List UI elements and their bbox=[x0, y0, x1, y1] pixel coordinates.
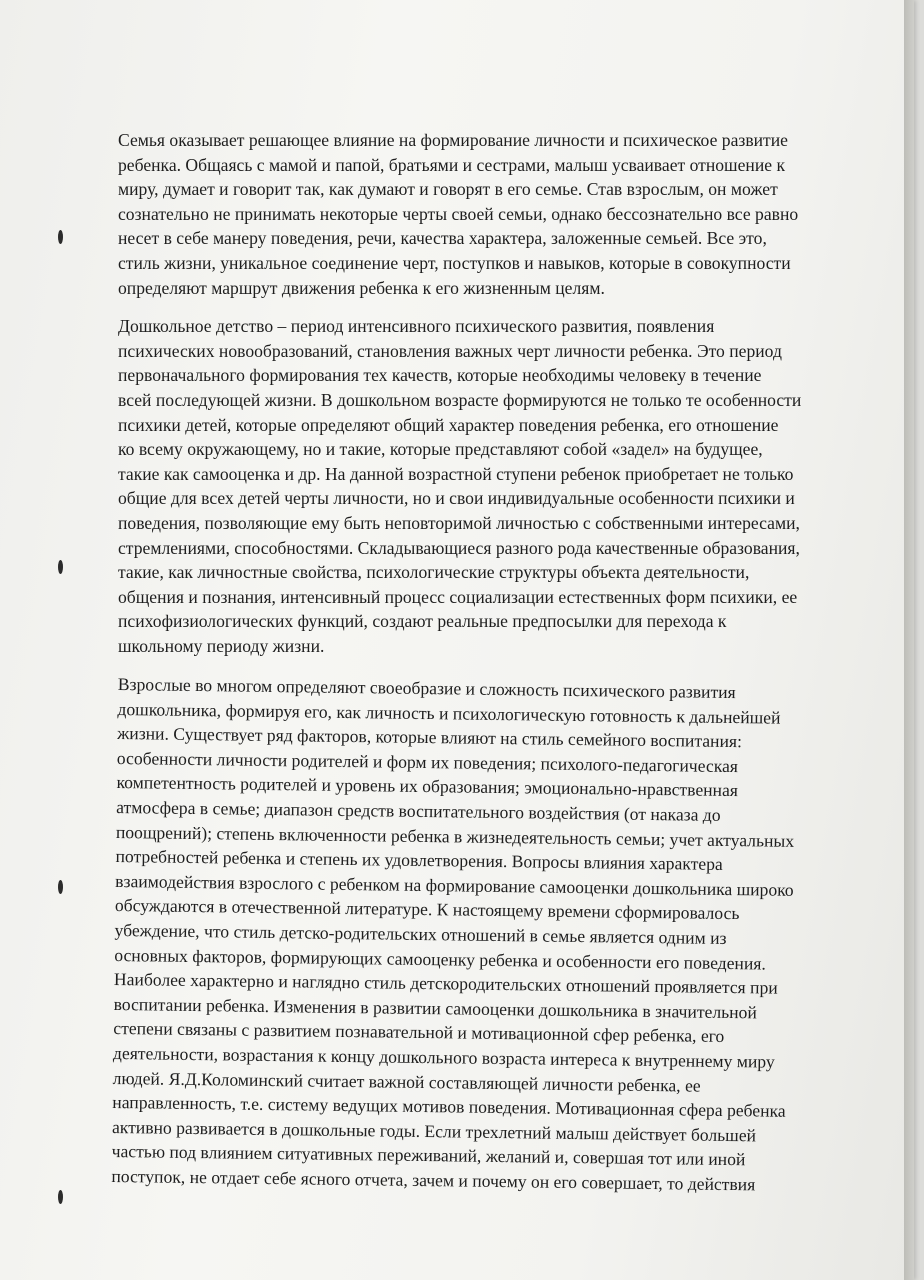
text-line: первоначального формирования тех качеств, которые необходимы человеку в течение bbox=[118, 365, 762, 386]
text-line: общения и познания, интенсивный процесс социализации естественных форм психики, ее bbox=[118, 586, 798, 607]
paragraph-3 bbox=[111, 672, 838, 1198]
text-line: психических новообразований, становления важных черт личности ребенка. Это период bbox=[118, 340, 782, 361]
text-line: миру, думает и говорит так, как думают и говорят в его семье. Став взрослым, он может bbox=[118, 179, 778, 200]
text-line: взаимодействия взрослого с ребенком на формирование самооценки дошкольника широко bbox=[115, 871, 794, 901]
text-line: определяют маршрут движения ребенка к его жизненным целям. bbox=[118, 277, 605, 298]
punch-hole-mark bbox=[58, 1190, 63, 1204]
text-line: сознательно не принимать некоторые черты своей семьи, однако бессознательно все равно bbox=[118, 203, 799, 224]
text-line: стремлениями, способностями. Складывающиеся разного рода качественные образования, bbox=[118, 537, 800, 558]
punch-hole-mark bbox=[58, 560, 63, 574]
text-line: людей. Я.Д.Коломинский считает важной составляющей личности ребенка, ее bbox=[112, 1067, 701, 1096]
paragraph-1 bbox=[118, 128, 838, 300]
text-line: всей последующей жизни. В дошкольном возрасте формируются не только те особенности bbox=[118, 389, 802, 410]
text-line: Семья оказывает решающее влияние на формирование личности и психическое развитие bbox=[118, 130, 788, 150]
text-line: особенности личности родителей и форм их поведения; психолого-педагогическая bbox=[116, 748, 739, 777]
document-body bbox=[111, 128, 838, 1203]
text-line: Взрослые во многом определяют своеобразие и сложность психического развития bbox=[117, 674, 736, 703]
text-line: стиль жизни, уникальное соединение черт, поступков и навыков, которые в совокупности bbox=[118, 252, 791, 273]
text-line: школьному периоду жизни. bbox=[118, 635, 325, 656]
text-line: психофизиологических функций, создают реальные предпосылки для перехода к bbox=[118, 611, 727, 632]
text-line: Дошкольное детство – период интенсивного психического развития, появления bbox=[118, 316, 715, 337]
text-line: поощрений); степень включенности ребенка в жизнедеятельность семьи; учет актуальных bbox=[115, 822, 795, 851]
text-line: направленность, т.е. систему ведущих мотивов поведения. Мотивационная сфера ребенка bbox=[112, 1092, 786, 1122]
text-line: степени связаны с развитием познавательной и мотивационной сфер ребенка, его bbox=[113, 1018, 725, 1047]
page-edge bbox=[904, 0, 914, 1280]
punch-hole-mark bbox=[58, 880, 63, 894]
text-line: такие как самооценка и др. На данной возрастной ступени ребенок приобретает не только bbox=[118, 463, 794, 484]
text-line: поведения, позволяющие ему быть неповторимой личностью с собственными интересами, bbox=[118, 512, 800, 533]
text-line: воспитании ребенка. Изменения в развитии самооценки дошкольника в значительной bbox=[113, 994, 757, 1023]
text-line: ребенка. Общаясь с мамой и папой, братьями и сестрами, малыш усваивает отношение к bbox=[118, 154, 785, 175]
text-line: несет в себе манеру поведения, речи, качества характера, заложенные семьей. Все это, bbox=[118, 228, 767, 249]
text-line: атмосфера в семье; диапазон средств воспитательного воздействия (от наказа до bbox=[116, 797, 721, 826]
paragraph-2 bbox=[118, 314, 838, 658]
text-line: убеждение, что стиль детско-родительских отношений в семье является одним из bbox=[114, 920, 727, 949]
punch-hole-mark bbox=[58, 230, 63, 244]
text-line: компетентность родителей и уровень их образования; эмоционально-нравственная bbox=[116, 772, 739, 801]
text-line: жизни. Существует ряд факторов, которые влияют на стиль семейного воспитания: bbox=[117, 723, 743, 752]
text-line: основных факторов, формирующих самооценку ребенка и особенности его поведения. bbox=[114, 944, 766, 974]
text-line: Наиболее характерно и наглядно стиль детскородительских отношений проявляется при bbox=[113, 969, 778, 999]
text-line: частью под влиянием ситуативных переживаний, желаний и, совершая тот или иной bbox=[111, 1141, 746, 1171]
text-line: деятельности, возрастания к концу дошкольного возраста интереса к внутреннему миру bbox=[112, 1043, 775, 1073]
text-line: активно развивается в дошкольные годы. Если трехлетний малыш действует большей bbox=[111, 1117, 757, 1146]
text-line: дошкольника, формируя его, как личность и психологическую готовность к дальнейшей bbox=[117, 699, 781, 728]
text-line: потребностей ребенка и степень их удовлетворения. Вопросы влияния характера bbox=[115, 846, 723, 875]
text-line: психики детей, которые определяют общий характер поведения ребенка, его отношение bbox=[118, 414, 779, 435]
text-line: общие для всех детей черты личности, но и свои индивидуальные особенности психики и bbox=[118, 488, 795, 509]
text-line: такие, как личностные свойства, психологические структуры объекта деятельности, bbox=[118, 562, 750, 583]
text-line: обсуждаются в отечественной литературе. К настоящему времени сформировалось bbox=[114, 895, 740, 924]
text-line: поступок, не отдает себе ясного отчета, зачем и почему он его совершает, то действия bbox=[111, 1166, 756, 1195]
text-line: ко всему окружающему, но и такие, которые представляют собой «задел» на будущее, bbox=[118, 439, 763, 460]
